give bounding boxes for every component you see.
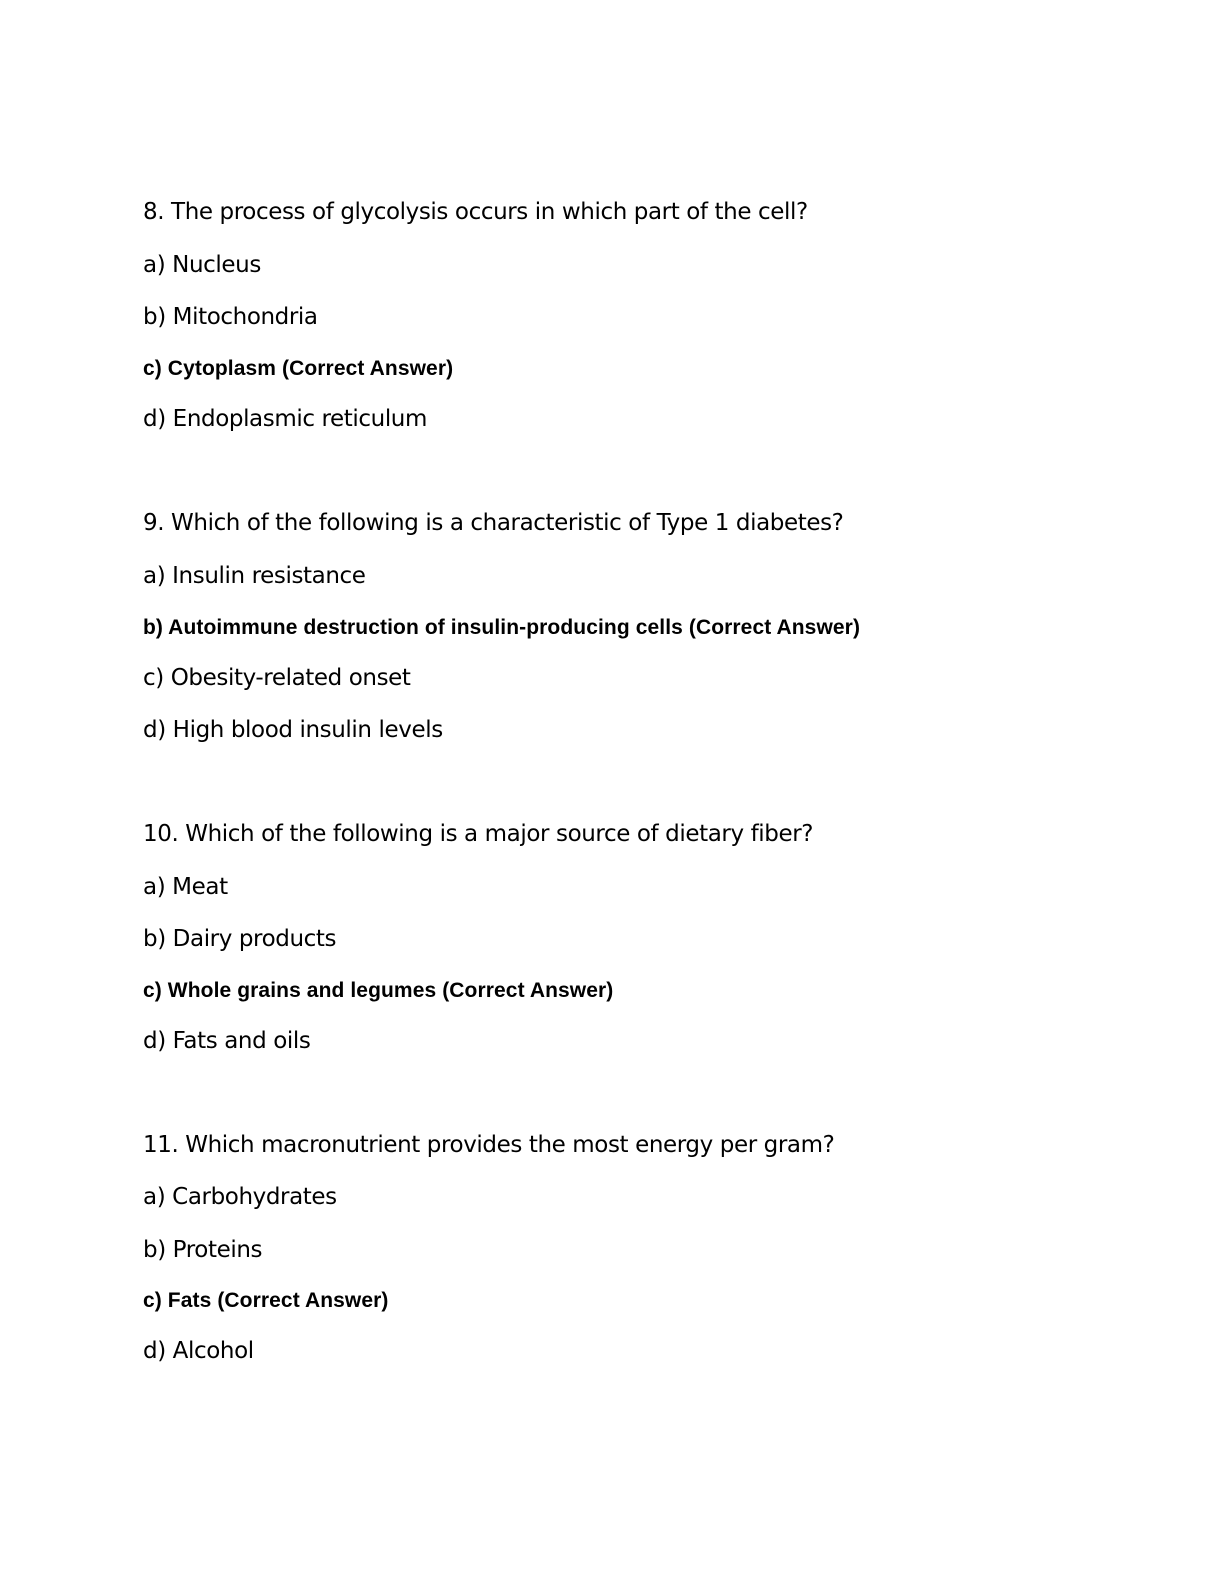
answer-option: d) Endoplasmic reticulum <box>143 406 427 432</box>
correct-answer-option: c) Whole grains and legumes (Correct Answer) <box>143 979 614 1002</box>
correct-answer-option: b) Autoimmune destruction of insulin-producing cells (Correct Answer) <box>143 616 861 639</box>
answer-option: d) Fats and oils <box>143 1028 311 1054</box>
answer-option: b) Mitochondria <box>143 304 318 330</box>
answer-option: d) Alcohol <box>143 1338 254 1364</box>
answer-option: a) Insulin resistance <box>143 563 366 589</box>
question-text: 11. Which macronutrient provides the most energy per gram? <box>143 1132 835 1158</box>
question-text: 9. Which of the following is a characteristic of Type 1 diabetes? <box>143 510 844 536</box>
answer-option: c) Obesity-related onset <box>143 665 411 691</box>
answer-option: a) Meat <box>143 874 228 900</box>
question-text: 8. The process of glycolysis occurs in which part of the cell? <box>143 199 808 225</box>
correct-answer-option: c) Fats (Correct Answer) <box>143 1289 389 1312</box>
answer-option: a) Nucleus <box>143 252 261 278</box>
answer-option: b) Proteins <box>143 1237 263 1263</box>
answer-option: b) Dairy products <box>143 926 337 952</box>
correct-answer-option: c) Cytoplasm (Correct Answer) <box>143 357 454 380</box>
answer-option: d) High blood insulin levels <box>143 717 443 743</box>
answer-option: a) Carbohydrates <box>143 1184 337 1210</box>
question-text: 10. Which of the following is a major source of dietary fiber? <box>143 821 814 847</box>
